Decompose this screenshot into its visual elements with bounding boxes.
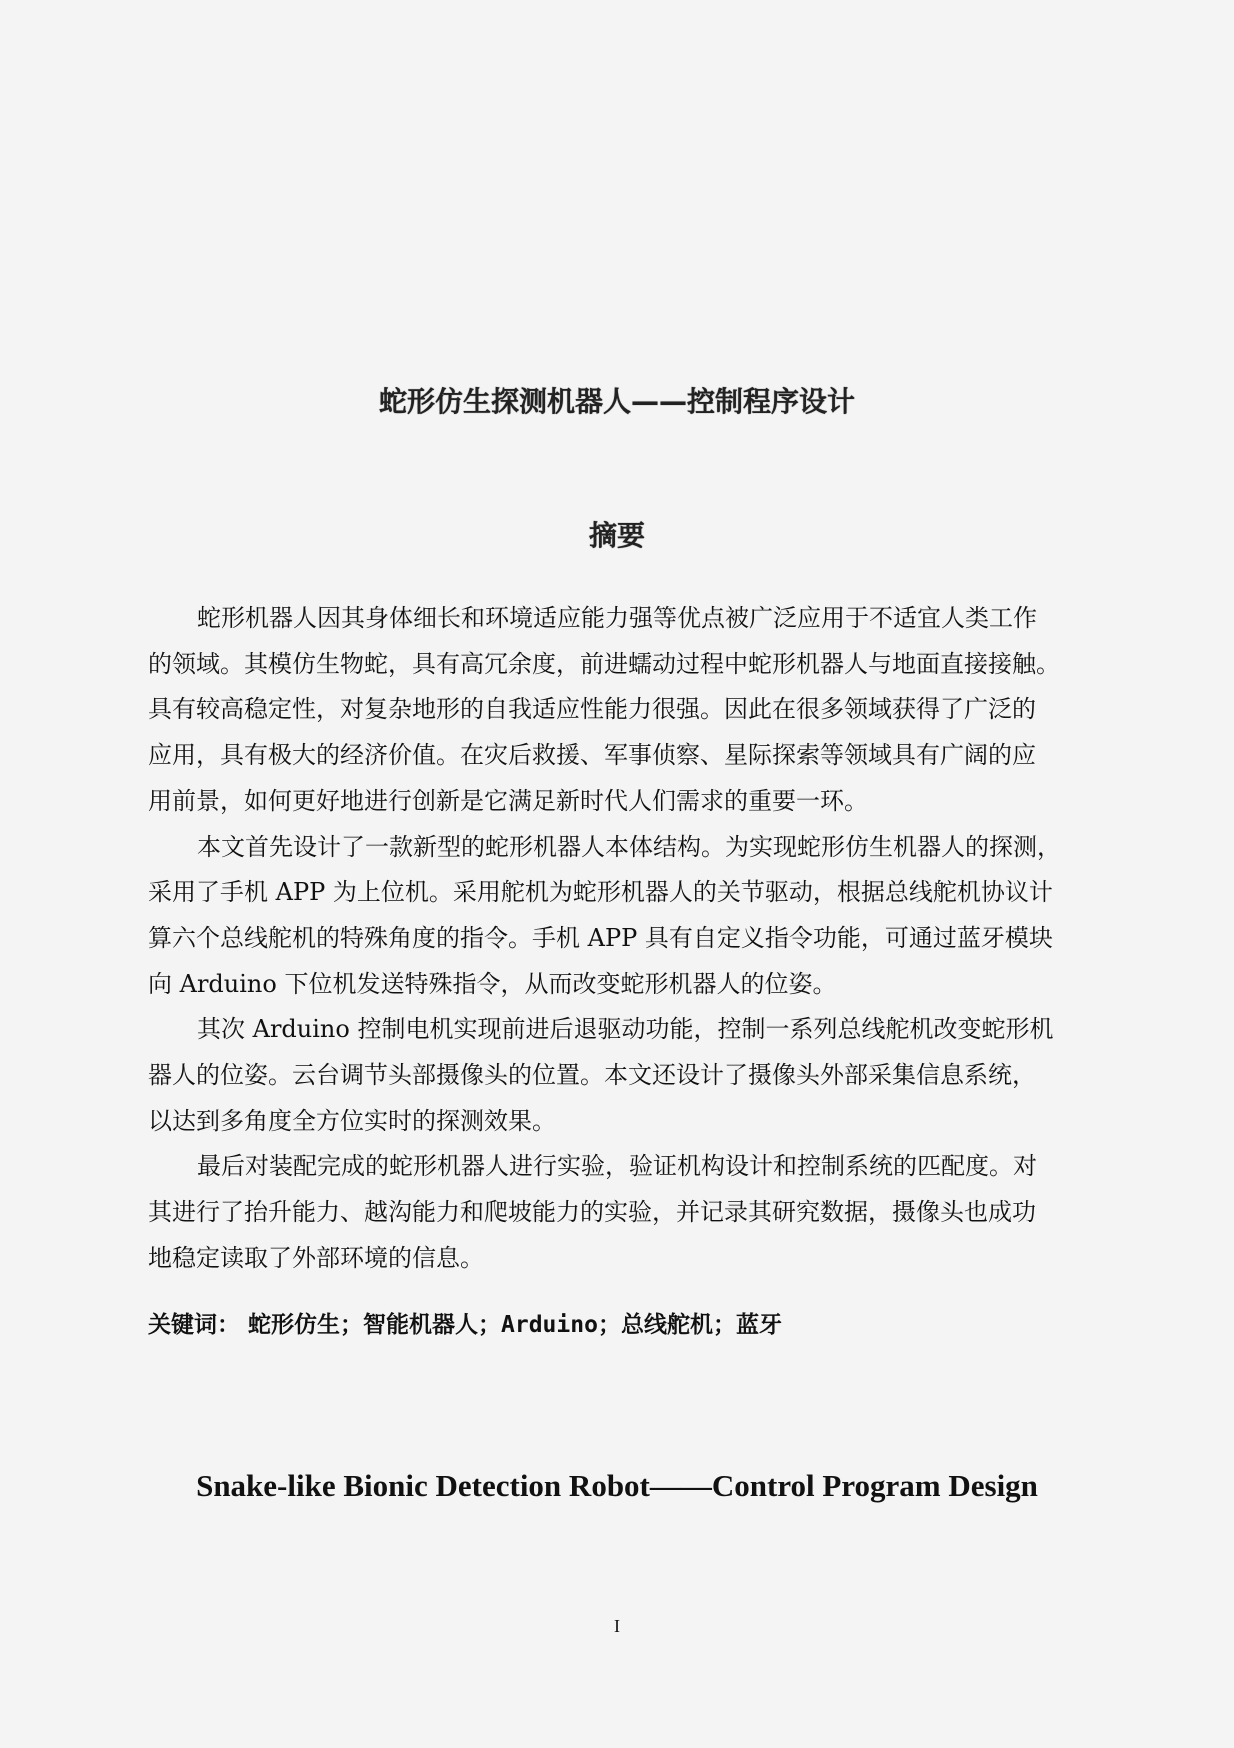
paragraph-line: 算六个总线舵机的特殊角度的指令。手机 APP 具有自定义指令功能，可通过蓝牙模块 (148, 923, 1053, 952)
abstract-paragraph (148, 1144, 1061, 1281)
keyword: 蓝牙 (735, 1312, 782, 1338)
paragraph-line: 器人的位姿。云台调节头部摄像头的位置。本文还设计了摄像头外部采集信息系统， (148, 1061, 1036, 1090)
paragraph-line: 蛇形机器人因其身体细长和环境适应能力强等优点被广泛应用于不适宜人类工作 (197, 604, 1037, 632)
keyword-separator: ； (340, 1312, 364, 1338)
keyword-separator: ； (712, 1312, 736, 1338)
keyword-separator: ； (597, 1312, 621, 1338)
paragraph-line: 最后对装配完成的蛇形机器人进行实验，验证机构设计和控制系统的匹配度。对 (197, 1152, 1037, 1181)
paragraph-line: 向 Arduino 下位机发送特殊指令，从而改变蛇形机器人的位姿。 (148, 969, 837, 998)
keyword: 智能机器人 (363, 1312, 479, 1338)
abstract-paragraph (148, 825, 1061, 1008)
abstract-heading: 摘要 (588, 519, 645, 552)
keyword-separator: ； (478, 1312, 502, 1338)
keywords-label: 关键词： (148, 1312, 240, 1338)
paragraph-line: 地稳定读取了外部环境的信息。 (148, 1243, 484, 1272)
keyword: 蛇形仿生 (248, 1312, 341, 1338)
abstract-paragraph (148, 596, 1061, 825)
paragraph-line: 应用，具有极大的经济价值。在灾后救援、军事侦察、星际探索等领域具有广阔的应 (148, 741, 1036, 770)
abstract-body (148, 596, 1061, 1282)
paragraph-line: 用前景，如何更好地进行创新是它满足新时代人们需求的重要一环。 (148, 786, 868, 815)
paragraph-line: 具有较高稳定性，对复杂地形的自我适应性能力很强。因此在很多领域获得了广泛的 (148, 695, 1036, 724)
paragraph-line: 其进行了抬升能力、越沟能力和爬坡能力的实验，并记录其研究数据，摄像头也成功 (148, 1198, 1036, 1227)
abstract-paragraph (148, 1007, 1061, 1144)
paragraph-line: 本文首先设计了一款新型的蛇形机器人本体结构。为实现蛇形仿生机器人的探测， (197, 832, 1061, 861)
keywords-line (148, 1306, 782, 1339)
paragraph-line: 的领域。其模仿生物蛇，具有高冗余度，前进蠕动过程中蛇形机器人与地面直接接触。 (148, 649, 1060, 678)
english-title: Snake-like Bionic Detection Robot——Control Program Design (196, 1468, 1038, 1503)
chinese-title: 蛇形仿生探测机器人——控制程序设计 (378, 385, 855, 418)
keyword: Arduino (501, 1312, 598, 1338)
paragraph-line: 其次 Arduino 控制电机实现前进后退驱动功能，控制一系列总线舵机改变蛇形机 (197, 1015, 1054, 1044)
paragraph-line: 采用了手机 APP 为上位机。采用舵机为蛇形机器人的关节驱动，根据总线舵机协议计 (148, 878, 1053, 907)
paragraph-line: 以达到多角度全方位实时的探测效果。 (148, 1106, 556, 1135)
page-number: I (614, 1616, 620, 1636)
keyword: 总线舵机 (620, 1312, 713, 1338)
